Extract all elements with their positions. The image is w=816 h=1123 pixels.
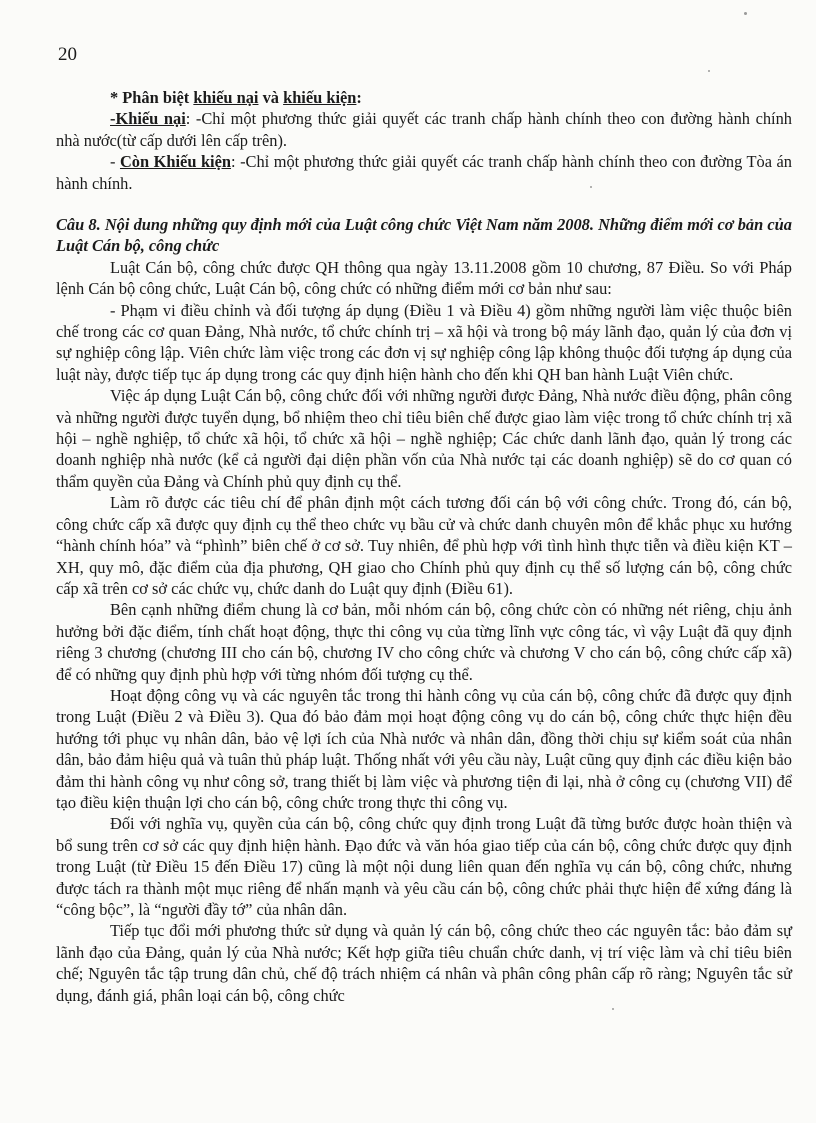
scan-speck [590, 186, 592, 188]
question-title: Câu 8. Nội dung những quy định mới của Luật công chức Việt Nam năm 2008. Những điểm mới cơ bản của Luật Cán bộ, công chức [56, 215, 792, 256]
scan-speck [612, 1008, 614, 1010]
paragraph: Luật Cán bộ, công chức được QH thông qua ngày 13.11.2008 gồm 10 chương, 87 Điều. So với Pháp lệnh Cán bộ công chức, Luật Cán bộ, công chức có những điểm mới cơ bản như sau: [56, 257, 792, 299]
scan-speck [744, 12, 747, 15]
paragraph: Hoạt động công vụ và các nguyên tắc trong thi hành công vụ của cán bộ, công chức đã được quy định trong Luật (Điều 2 và Điều 3). Qua đó bảo đảm mọi hoạt động công vụ do cán bộ, công chức thực hiện đều hướng tới phục vụ nhân dân, bảo vệ lợi ích của Nhà nước và nhân dân, đồng thời chịu sự kiểm soát của nhân dân, bảo đảm hiệu quả và tuân thủ pháp luật. Thống nhất với yêu cầu này, Luật cũng quy định các điều kiện bảo đảm thi hành công vụ như công sở, trang thiết bị làm việc và phương tiện đi lại, nhà ở công cụ (chương VII) để tạo điều kiện thuận lợi cho cán bộ, công chức trong thực thi công vụ. [56, 685, 792, 812]
paragraph: Làm rõ được các tiêu chí để phân định một cách tương đối cán bộ với công chức. Trong đó, cán bộ, công chức cấp xã được quy định cụ thể theo chức vụ bầu cử và chức danh chuyên môn để khắc phục xu hướng “hành chính hóa” và “phình” biên chế ở cơ sở. Tuy nhiên, để phù hợp với tình hình thực tiễn và điều kiện KT – XH, quy mô, đặc điểm của địa phương, QH giao cho Chính phủ quy định cụ thể số lượng cán bộ, công chức cấp xã trên cơ sở các chức vụ, chức danh do Luật quy định (Điều 61). [56, 493, 792, 598]
paragraph: Đối với nghĩa vụ, quyền của cán bộ, công chức quy định trong Luật đã từng bước được hoàn thiện và bổ sung trên cơ sở các quy định hiện hành. Đạo đức và văn hóa giao tiếp của cán bộ, công chức được quy định trong Luật (từ Điều 15 đến Điều 17) cũng là một nội dung liên quan đến nghĩa vụ cán bộ, công chức, nhưng được tách ra thành một mục riêng để nhấn mạnh và yêu cầu cán bộ, công chức phải thực hiện để xứng đáng là “công bộc”, là “người đầy tớ” của nhân dân. [56, 814, 792, 919]
term-complaint: khiếu nại [193, 88, 259, 107]
page-number: 20 [58, 44, 77, 65]
distinction-section [56, 87, 792, 194]
complaint-definition: -Khiếu nại: -Chỉ một phương thức giải quyết các tranh chấp hành chính theo con đường hành chính nhà nước(từ cấp dưới lên cấp trên). [56, 109, 792, 150]
paragraph: - Phạm vi điều chỉnh và đối tượng áp dụng (Điều 1 và Điều 4) gồm những người làm việc thuộc biên chế trong các cơ quan Đảng, Nhà nước, tổ chức chính trị – xã hội và trong bộ máy lãnh đạo, quản lý của đơn vị sự nghiệp công lập. Viên chức làm việc trong các đơn vị sự nghiệp công lập không thuộc đối tượng áp dụng của luật này, được tiếp tục áp dụng trong các quy định hiện hành cho đến khi QH ban hành Luật Viên chức. [56, 300, 792, 384]
lawsuit-label: Còn Khiếu kiện [119, 152, 232, 172]
term-lawsuit: khiếu kiện [283, 88, 357, 107]
scan-speck [708, 70, 710, 72]
complaint-label: -Khiếu nại [110, 109, 186, 129]
paragraph: Tiếp tục đổi mới phương thức sử dụng và quản lý cán bộ, công chức theo các nguyên tắc: bảo đảm sự lãnh đạo của Đảng, quản lý của Nhà nước; Kết hợp giữa tiêu chuẩn chức danh, vị trí việc làm và chỉ tiêu biên chế; Nguyên tắc tập trung dân chủ, chế độ trách nhiệm cá nhân và phân công phân cấp rõ ràng; Nguyên tắc sử dụng, đánh giá, phân loại cán bộ, công chức [56, 921, 792, 1005]
question-section [56, 214, 792, 1006]
lawsuit-definition: - Còn Khiếu kiện: -Chỉ một phương thức giải quyết các tranh chấp hành chính theo con đường Tòa án hành chính. [56, 152, 792, 193]
paragraph: Việc áp dụng Luật Cán bộ, công chức đối với những người được Đảng, Nhà nước điều động, phân công và những người được tuyển dụng, bổ nhiệm theo chỉ tiêu biên chế được giao làm việc trong tổ chức chính trị xã hội – nghề nghiệp, tổ chức xã hội, tổ chức xã hội – nghề nghiệp; Các chức danh lãnh đạo, quản lý trong các doanh nghiệp nhà nước (kể cả người đại diện phần vốn của Nhà nước tại các doanh nghiệp) sẽ do cơ quan có thẩm quyền của Đảng và Chính phủ quy định cụ thể. [56, 386, 792, 491]
distinction-heading: * Phân biệt khiếu nại và khiếu kiện: [110, 88, 362, 107]
paragraph: Bên cạnh những điểm chung là cơ bản, mỗi nhóm cán bộ, công chức còn có những nét riêng, chịu ảnh hưởng bởi đặc điểm, tính chất hoạt động, thực thi công vụ của từng lĩnh vực công tác, vì vậy Luật đã quy định riêng 3 chương (chương III cho cán bộ, chương IV cho công chức và chương V cho cán bộ, công chức cấp xã) để có những quy định phù hợp với từng nhóm đối tượng cụ thể. [56, 600, 792, 684]
